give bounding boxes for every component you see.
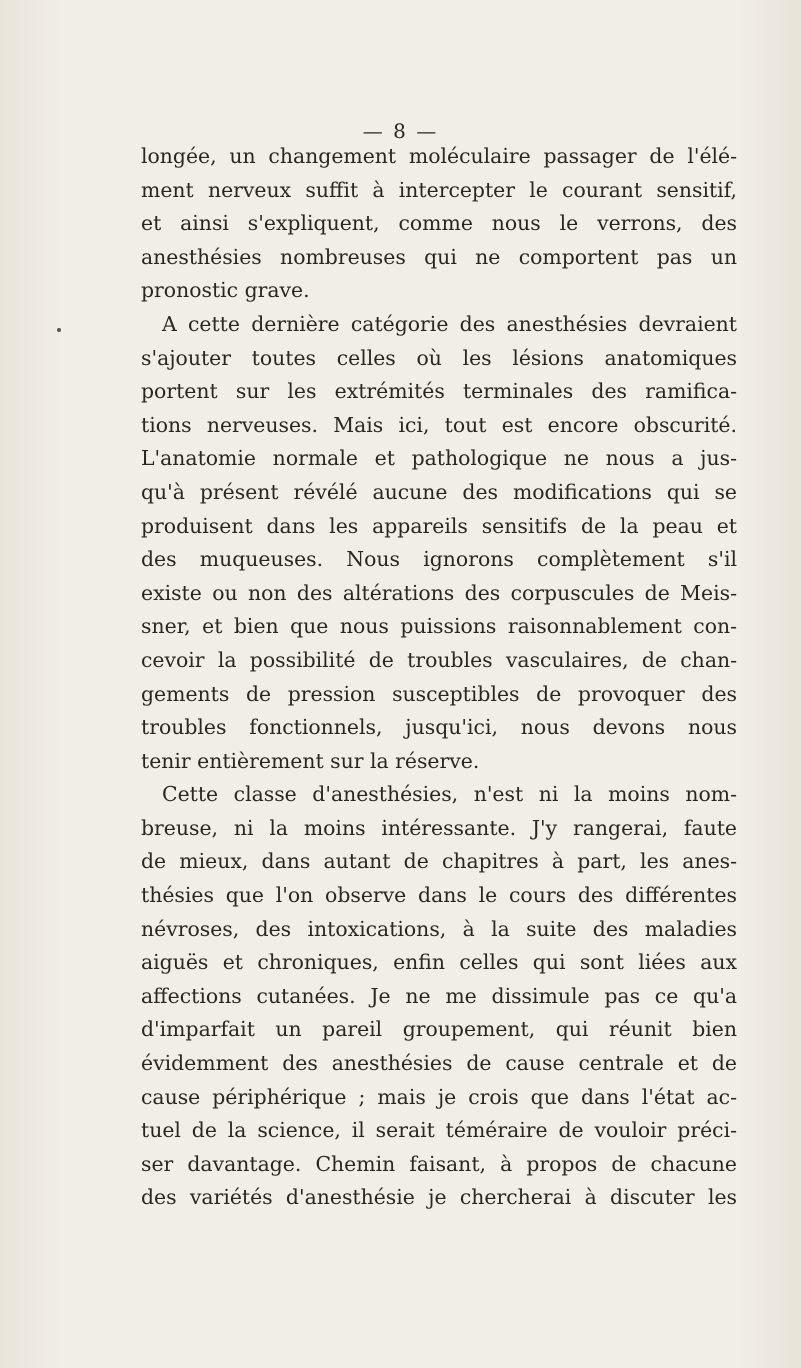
text-line: tenir entièrement sur la réserve. bbox=[141, 748, 480, 773]
text-line: gements de pression susceptibles de provoquer des bbox=[141, 681, 737, 706]
text-line: thésies que l'on observe dans le cours des différentes bbox=[141, 883, 737, 908]
text-line: affections cutanées. Je ne me dissimule pas ce qu'a bbox=[141, 983, 737, 1008]
paragraph bbox=[141, 308, 737, 778]
text-line: tions nerveuses. Mais ici, tout est encore obscurité. bbox=[141, 412, 737, 437]
text-line: s'ajouter toutes celles où les lésions anatomiques bbox=[141, 345, 737, 370]
text-line: anesthésies nombreuses qui ne comportent pas un bbox=[141, 244, 737, 269]
text-line: troubles fonctionnels, jusqu'ici, nous devons nous bbox=[141, 715, 737, 740]
page-number: — 8 — bbox=[362, 119, 439, 143]
text-line: cause périphérique ; mais je crois que dans l'état ac- bbox=[141, 1084, 737, 1109]
text-line: de mieux, dans autant de chapitres à part, les anes- bbox=[141, 849, 737, 874]
text-line: produisent dans les appareils sensitifs de la peau et bbox=[141, 513, 737, 538]
text-line: tuel de la science, il serait téméraire de vouloir préci- bbox=[141, 1118, 737, 1143]
text-line: sner, et bien que nous puissions raisonnablement con- bbox=[141, 614, 737, 639]
text-line: des variétés d'anesthésie je chercherai à discuter les bbox=[141, 1185, 737, 1210]
text-line: portent sur les extrémités terminales des ramifica- bbox=[141, 379, 737, 404]
text-line: d'imparfait un pareil groupement, qui réunit bien bbox=[141, 1017, 737, 1042]
body-text bbox=[141, 140, 737, 1215]
text-line: névroses, des intoxications, à la suite des maladies bbox=[141, 916, 737, 941]
text-line: et ainsi s'expliquent, comme nous le verrons, des bbox=[141, 211, 737, 236]
text-line: des muqueuses. Nous ignorons complètement s'il bbox=[141, 547, 737, 572]
text-line: existe ou non des altérations des corpuscules de Meis- bbox=[141, 580, 737, 605]
paragraph bbox=[141, 140, 737, 308]
text-line: breuse, ni la moins intéressante. J'y rangerai, faute bbox=[141, 815, 737, 840]
text-line: A cette dernière catégorie des anesthésies devraient bbox=[162, 311, 737, 336]
text-line: aiguës et chroniques, enfin celles qui sont liées aux bbox=[141, 950, 737, 975]
margin-mark bbox=[57, 328, 61, 332]
paragraph bbox=[141, 778, 737, 1215]
text-line: pronostic grave. bbox=[141, 278, 310, 303]
text-line: ser davantage. Chemin faisant, à propos de chacune bbox=[141, 1151, 737, 1176]
text-line: Cette classe d'anesthésies, n'est ni la moins nom- bbox=[162, 782, 737, 807]
text-line: cevoir la possibilité de troubles vasculaires, de chan- bbox=[141, 647, 737, 672]
text-line: L'anatomie normale et pathologique ne nous a jus- bbox=[141, 446, 737, 471]
text-line: ment nerveux suffit à intercepter le courant sensitif, bbox=[141, 177, 737, 202]
text-line: qu'à présent révélé aucune des modifications qui se bbox=[141, 479, 737, 504]
text-line: longée, un changement moléculaire passager de l'élé- bbox=[141, 144, 737, 168]
text-line: évidemment des anesthésies de cause centrale et de bbox=[141, 1051, 737, 1076]
